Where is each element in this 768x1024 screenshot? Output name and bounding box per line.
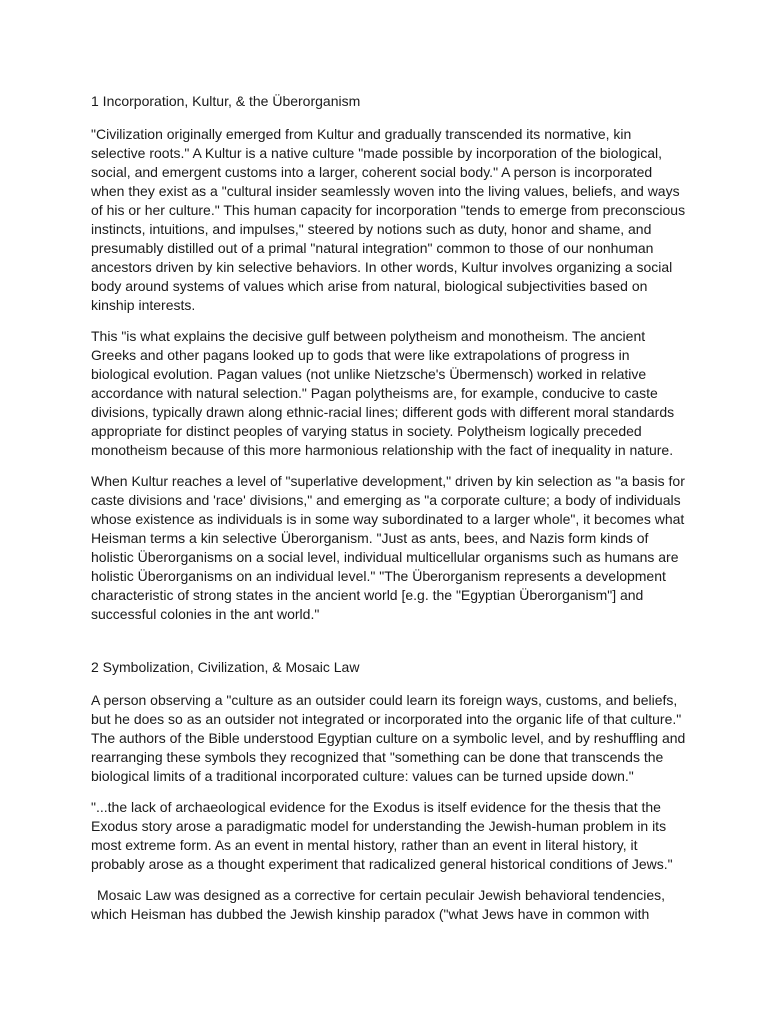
text-line: characteristic of strong states in the ancient world [e.g. the "Egyptian Überorganism"] and <box>91 587 644 603</box>
text-line: caste divisions and 'race' divisions," and emerging as "a corporate culture; a body of individuals <box>91 492 681 508</box>
text-line: Greeks and other pagans looked up to gods that were like extrapolations of progress in <box>91 347 630 363</box>
text-line: divisions, typically drawn along ethnic-racial lines; different gods with different moral standards <box>91 404 675 420</box>
text-line: social, and emergent customs into a larger, coherent social body." A person is incorporated <box>91 164 653 180</box>
section-2-paragraph-1 <box>91 691 691 786</box>
text-line: ancestors driven by kin selective behaviors. In other words, Kultur involves organizing a social <box>91 259 673 275</box>
text-line: "...the lack of archaeological evidence for the Exodus is itself evidence for the thesis that the <box>91 799 661 815</box>
text-line: whose existence as individuals is in some way subordinated to a larger whole", it becomes what <box>91 511 685 527</box>
text-line: but he does so as an outsider not integrated or incorporated into the organic life of that culture." <box>91 711 682 727</box>
section-1-paragraph-2 <box>91 327 691 460</box>
text-line: This "is what explains the decisive gulf between polytheism and monotheism. The ancient <box>91 328 646 344</box>
text-line: when they exist as a "cultural insider seamlessly woven into the living values, beliefs, and ways <box>91 183 680 199</box>
text-line: which Heisman has dubbed the Jewish kinship paradox ("what Jews have in common with <box>91 906 650 922</box>
text-line: The authors of the Bible understood Egyptian culture on a symbolic level, and by reshuffling and <box>91 730 686 746</box>
section-1-heading: 1 Incorporation, Kultur, & the Überorganism <box>91 93 361 109</box>
text-line: successful colonies in the ant world." <box>91 606 320 622</box>
text-line: selective roots." A Kultur is a native culture "made possible by incorporation of the biological, <box>91 145 663 161</box>
section-2-paragraph-2 <box>91 798 691 874</box>
text-line: body around systems of values which arise from natural, biological subjectivities based on <box>91 278 648 294</box>
text-line: instincts, intuitions, and impulses," steered by notions such as duty, honor and shame, and <box>91 221 652 237</box>
text-line: holistic Überorganisms on a social level, individual multicellular organisms such as humans are <box>91 549 679 565</box>
text-line: A person observing a "culture as an outsider could learn its foreign ways, customs, and beliefs, <box>91 692 678 708</box>
text-line: most extreme form. As an event in mental history, rather than an event in literal history, it <box>91 837 638 853</box>
text-line: rearranging these symbols they recognized that "something can be done that transcends the <box>91 749 664 765</box>
text-line: presumably distilled out of a primal "natural integration" common to those of our nonhuman <box>91 240 654 256</box>
text-line: probably arose as a thought experiment that radicalized general historical conditions of Jews." <box>91 856 673 872</box>
text-line: of his or her culture." This human capacity for incorporation "tends to emerge from preconscious <box>91 202 686 218</box>
text-line: Mosaic Law was designed as a corrective for certain peculair Jewish behavioral tendencies, <box>97 887 666 903</box>
text-line: biological evolution. Pagan values (not unlike Nietzsche's Übermensch) worked in relative <box>91 366 647 382</box>
text-line: Heisman terms a kin selective Überorganism. "Just as ants, bees, and Nazis form kinds of <box>91 530 649 546</box>
section-2-heading: 2 Symbolization, Civilization, & Mosaic Law <box>91 659 360 675</box>
text-line: monotheism because of this more harmonious relationship with the fact of inequality in nature. <box>91 442 674 458</box>
text-line: accordance with natural selection." Pagan polytheisms are, for example, conducive to caste <box>91 385 658 401</box>
text-line: biological limits of a traditional incorporated culture: values can be turned upside down." <box>91 768 634 784</box>
text-line: holistic Überorganisms on an individual level." "The Überorganism represents a development <box>91 568 666 584</box>
section-2-paragraph-3 <box>91 886 691 924</box>
document-page <box>91 92 691 936</box>
text-line: Exodus story arose a paradigmatic model for understanding the Jewish-human problem in its <box>91 818 667 834</box>
text-line: kinship interests. <box>91 297 196 313</box>
section-1-paragraph-3 <box>91 472 691 624</box>
text-line: When Kultur reaches a level of "superlative development," driven by kin selection as "a basis for <box>91 473 685 489</box>
section-1-paragraph-1 <box>91 125 691 315</box>
text-line: "Civilization originally emerged from Kultur and gradually transcended its normative, kin <box>91 126 632 142</box>
text-line: appropriate for distinct peoples of varying status in society. Polytheism logically preceded <box>91 423 642 439</box>
